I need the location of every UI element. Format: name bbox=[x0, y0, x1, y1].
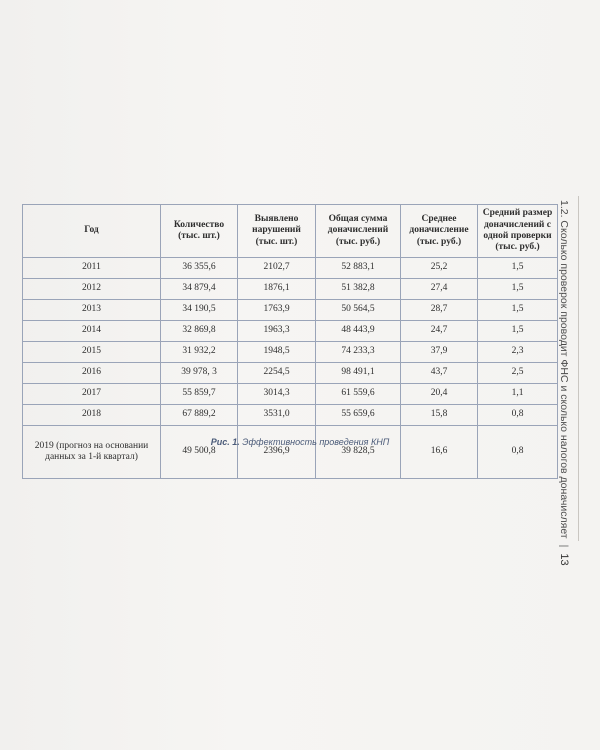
header-total-assessment: Общая сумма доначислений (тыс. руб.) bbox=[316, 205, 401, 258]
cell-average: 24,7 bbox=[401, 321, 478, 342]
caption-label: Рис. 1. bbox=[210, 437, 240, 447]
cell-total: 74 233,3 bbox=[316, 342, 401, 363]
cell-total: 55 659,6 bbox=[316, 405, 401, 426]
cell-average: 27,4 bbox=[401, 279, 478, 300]
cell-average: 15,8 bbox=[401, 405, 478, 426]
cell-average: 20,4 bbox=[401, 384, 478, 405]
cell-violations: 3014,3 bbox=[238, 384, 316, 405]
cell-total: 48 443,9 bbox=[316, 321, 401, 342]
page-number: 13 bbox=[558, 553, 570, 566]
cell-per-audit: 2,3 bbox=[478, 342, 558, 363]
table-row bbox=[23, 321, 558, 342]
cell-violations: 2396,9 bbox=[238, 426, 316, 479]
cell-count: 67 889,2 bbox=[161, 405, 238, 426]
header-avg-per-audit: Средний размер доначислений с одной проверки (тыс. руб.) bbox=[478, 205, 558, 258]
cell-violations: 3531,0 bbox=[238, 405, 316, 426]
cell-count: 34 190,5 bbox=[161, 300, 238, 321]
table-row bbox=[23, 342, 558, 363]
cell-count: 31 932,2 bbox=[161, 342, 238, 363]
cell-count: 36 355,6 bbox=[161, 258, 238, 279]
cell-average: 37,9 bbox=[401, 342, 478, 363]
cell-average: 28,7 bbox=[401, 300, 478, 321]
cell-count: 34 879,4 bbox=[161, 279, 238, 300]
cell-average: 43,7 bbox=[401, 363, 478, 384]
cell-count: 55 859,7 bbox=[161, 384, 238, 405]
header-violations: Выявлено нарушений (тыс. шт.) bbox=[238, 205, 316, 258]
cell-per-audit: 1,5 bbox=[478, 258, 558, 279]
cell-total: 98 491,1 bbox=[316, 363, 401, 384]
cell-total: 61 559,6 bbox=[316, 384, 401, 405]
cell-per-audit: 2,5 bbox=[478, 363, 558, 384]
header-year: Год bbox=[23, 205, 161, 258]
cell-year: 2019 (прогноз на основании данных за 1-й квартал) bbox=[23, 426, 161, 479]
table-row bbox=[23, 384, 558, 405]
cell-count: 39 978, 3 bbox=[161, 363, 238, 384]
cell-violations: 2102,7 bbox=[238, 258, 316, 279]
cell-total: 51 382,8 bbox=[316, 279, 401, 300]
margin-divider bbox=[578, 196, 579, 541]
figure-caption bbox=[0, 437, 600, 447]
table-row bbox=[23, 300, 558, 321]
cell-violations: 1948,5 bbox=[238, 342, 316, 363]
chapter-title: 1.2. Сколько проверок проводит ФНС и сколько налогов доначисляет bbox=[558, 200, 570, 539]
cell-violations: 2254,5 bbox=[238, 363, 316, 384]
cell-per-audit: 1,5 bbox=[478, 300, 558, 321]
cell-year: 2018 bbox=[23, 405, 161, 426]
cell-year: 2013 bbox=[23, 300, 161, 321]
cell-year: 2014 bbox=[23, 321, 161, 342]
caption-text: Эффективность проведения КНП bbox=[242, 437, 390, 447]
header-average-assessment: Среднее доначисление (тыс. руб.) bbox=[401, 205, 478, 258]
cell-year: 2012 bbox=[23, 279, 161, 300]
cell-violations: 1876,1 bbox=[238, 279, 316, 300]
cell-per-audit: 0,8 bbox=[478, 426, 558, 479]
cell-total: 39 828,5 bbox=[316, 426, 401, 479]
table-row bbox=[23, 279, 558, 300]
table-row bbox=[23, 426, 558, 479]
cell-total: 50 564,5 bbox=[316, 300, 401, 321]
table-header-row bbox=[23, 205, 558, 258]
header-separator: | bbox=[558, 544, 570, 548]
cell-year: 2011 bbox=[23, 258, 161, 279]
cell-per-audit: 1,1 bbox=[478, 384, 558, 405]
cell-year: 2017 bbox=[23, 384, 161, 405]
cell-average: 25,2 bbox=[401, 258, 478, 279]
cell-per-audit: 1,5 bbox=[478, 321, 558, 342]
table-row bbox=[23, 258, 558, 279]
cell-violations: 1963,3 bbox=[238, 321, 316, 342]
table-row bbox=[23, 363, 558, 384]
cell-count: 32 869,8 bbox=[161, 321, 238, 342]
header-count: Количество (тыс. шт.) bbox=[161, 205, 238, 258]
cell-per-audit: 0,8 bbox=[478, 405, 558, 426]
cell-violations: 1763,9 bbox=[238, 300, 316, 321]
cell-year: 2015 bbox=[23, 342, 161, 363]
cell-average: 16,6 bbox=[401, 426, 478, 479]
table-row bbox=[23, 405, 558, 426]
cell-year: 2016 bbox=[23, 363, 161, 384]
cell-count: 49 500,8 bbox=[161, 426, 238, 479]
cell-total: 52 883,1 bbox=[316, 258, 401, 279]
running-header bbox=[556, 200, 572, 566]
cell-per-audit: 1,5 bbox=[478, 279, 558, 300]
